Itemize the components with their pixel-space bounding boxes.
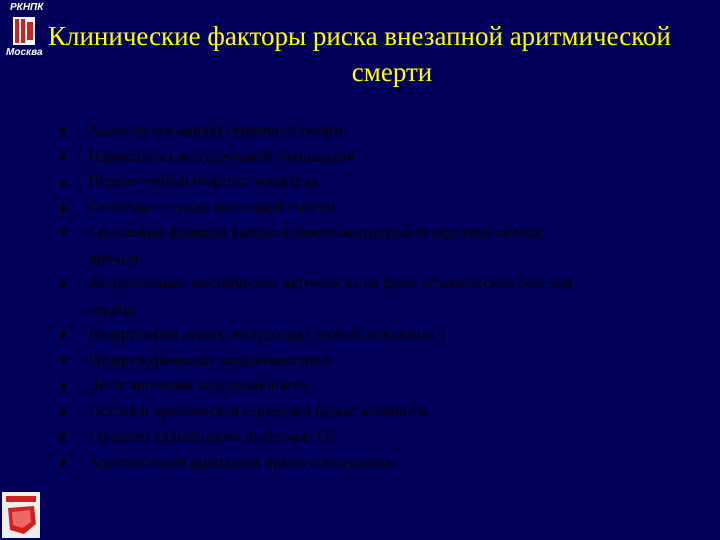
list-item-text: причин (88, 249, 139, 267)
list-item (60, 195, 700, 221)
list-item-text: Гипертрофическая кардиомиопатия (88, 351, 332, 369)
slide-title-line-1: Клинические факторы риска внезапной аритмической (48, 21, 671, 51)
list-item-text: Анамнез внезапной сердечной смерти (88, 122, 348, 139)
diamond-bullet-icon (60, 432, 66, 442)
logo-top-text: РКНПК (10, 2, 44, 13)
diamond-bullet-icon (60, 177, 66, 187)
diamond-bullet-icon (60, 152, 66, 162)
list-item (60, 220, 700, 271)
slide-title (40, 18, 720, 90)
list-item (60, 450, 700, 476)
list-item (60, 424, 700, 450)
diamond-bullet-icon (60, 203, 66, 213)
list-item-text: Острая и хроническая сердечная недостаточность (88, 402, 429, 420)
list-item-text: Синдром удлиненного интервала QT (88, 428, 339, 445)
list-item-text: Аритмогенная дисплазия правого желудочка. (88, 453, 397, 471)
list-item-text: Семейные случаи внезапной смерти (88, 198, 335, 216)
list-item (60, 373, 700, 399)
diamond-bullet-icon (60, 407, 66, 417)
slide-title-line-2: смерти (351, 57, 433, 87)
list-item (60, 271, 700, 322)
logo-bottom-text: Москва (6, 47, 43, 58)
list-item-text: Гипертрофия левого желудочка ( любой этиологии ) (88, 326, 444, 343)
list-item-text: Дилатационная кардиомиопатия (88, 377, 309, 394)
list-item (60, 144, 700, 170)
diamond-bullet-icon (60, 381, 66, 391)
list-item (60, 322, 700, 348)
list-item-text: Перенесенный инфаркт миокарда (88, 173, 319, 190)
list-item-text: Пароксизмы желудочковой тахикардии (88, 147, 355, 165)
list-item (60, 348, 700, 374)
diamond-bullet-icon (60, 126, 66, 136)
diamond-bullet-icon (60, 228, 66, 238)
list-item (60, 169, 700, 195)
list-item (60, 118, 700, 144)
diamond-bullet-icon (60, 330, 66, 340)
list-item-text: Сниженная фракция выброса левого желудочка вследствие любых (88, 224, 543, 241)
diamond-bullet-icon (60, 356, 66, 366)
risk-factor-list (60, 118, 700, 475)
list-item (60, 399, 700, 425)
emblem-icon (12, 16, 36, 46)
list-item-text: сердца (88, 300, 134, 318)
diamond-bullet-icon (60, 458, 66, 468)
diamond-bullet-icon (60, 279, 66, 289)
conference-logo-icon (0, 490, 42, 540)
list-item-text: Желудочковая эктопическая активность на фоне ишемической болезни (88, 275, 573, 292)
